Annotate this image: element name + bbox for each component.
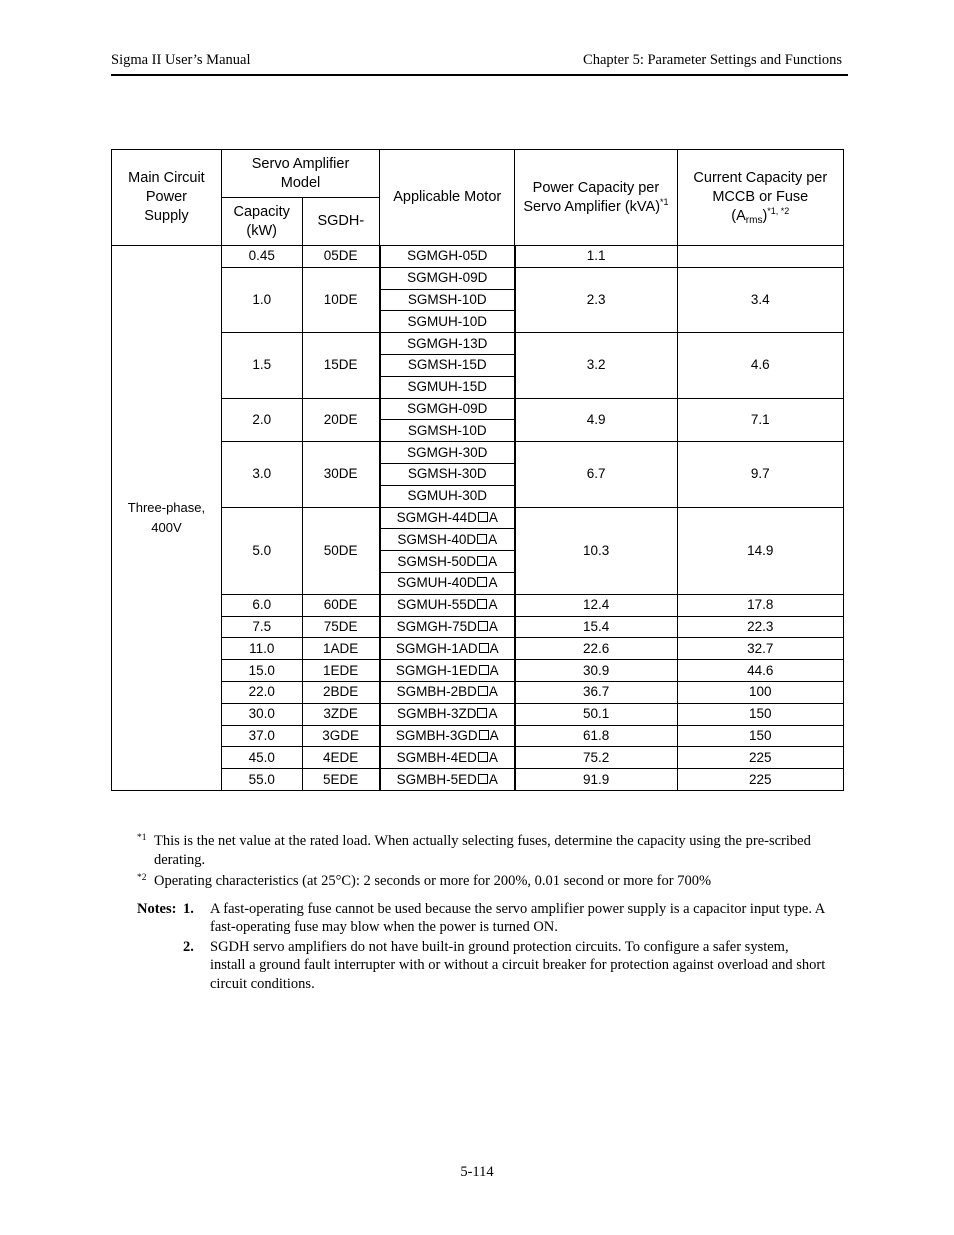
unit-rms: rms bbox=[745, 215, 763, 226]
placeholder-box-icon bbox=[477, 577, 487, 587]
notes bbox=[137, 900, 827, 994]
motor-cell: SGMGH-13D bbox=[380, 333, 515, 355]
motor-cell: SGMGH-1ED A bbox=[380, 660, 515, 682]
sgdh-model-cell: 50DE bbox=[302, 507, 380, 594]
current-capacity-cell bbox=[677, 246, 843, 268]
sgdh-model-cell: 3GDE bbox=[302, 725, 380, 747]
power-supply-cell: Three-phase, 400V bbox=[112, 246, 222, 791]
header-servo-model: Servo Amplifier Model bbox=[221, 150, 379, 198]
table-row bbox=[112, 769, 844, 791]
capacity-cell: 1.5 bbox=[221, 333, 302, 398]
header-current-capacity-text: Current Capacity per MCCB or Fuse bbox=[693, 170, 828, 205]
motor-cell: SGMGH-44D A bbox=[380, 507, 515, 529]
note-text: A fast-operating fuse cannot be used because the servo amplifier power supply is a capacitor input type. A fast-operating fuse may blow when the power is turned ON. bbox=[210, 900, 825, 935]
current-capacity-cell: 225 bbox=[677, 747, 843, 769]
header-applicable-motor: Applicable Motor bbox=[380, 150, 515, 246]
sgdh-model-cell: 5EDE bbox=[302, 769, 380, 791]
motor-cell: SGMUH-15D bbox=[380, 376, 515, 398]
placeholder-box-icon bbox=[478, 621, 488, 631]
current-capacity-cell: 100 bbox=[677, 681, 843, 703]
placeholder-box-icon bbox=[477, 708, 487, 718]
table-row bbox=[112, 594, 844, 616]
table-row bbox=[112, 398, 844, 420]
motor-cell: SGMUH-30D bbox=[380, 485, 515, 507]
note-number: 1. bbox=[183, 900, 194, 917]
table-row bbox=[112, 725, 844, 747]
sgdh-model-cell: 15DE bbox=[302, 333, 380, 398]
current-capacity-cell: 14.9 bbox=[677, 507, 843, 594]
table-row bbox=[112, 507, 844, 529]
capacity-cell: 5.0 bbox=[221, 507, 302, 594]
power-capacity-cell: 1.1 bbox=[515, 246, 677, 268]
footnote-text: This is the net value at the rated load. When actually selecting fuses, determine the capacity using the pre-scribed derating. bbox=[154, 833, 811, 868]
table-row bbox=[112, 703, 844, 725]
table-row bbox=[112, 246, 844, 268]
power-capacity-cell: 4.9 bbox=[515, 398, 677, 442]
fuse-capacity-table bbox=[111, 149, 844, 791]
power-capacity-cell: 36.7 bbox=[515, 681, 677, 703]
capacity-cell: 55.0 bbox=[221, 769, 302, 791]
motor-cell: SGMSH-30D bbox=[380, 463, 515, 485]
power-capacity-cell: 15.4 bbox=[515, 616, 677, 638]
capacity-cell: 7.5 bbox=[221, 616, 302, 638]
footnote-mark: *2 bbox=[137, 873, 147, 883]
sgdh-model-cell: 60DE bbox=[302, 594, 380, 616]
motor-cell: SGMGH-30D bbox=[380, 442, 515, 464]
current-capacity-cell: 17.8 bbox=[677, 594, 843, 616]
footnote-ref: *1, *2 bbox=[767, 206, 790, 216]
footnote-ref: *1 bbox=[660, 196, 669, 207]
motor-cell: SGMGH-09D bbox=[380, 267, 515, 289]
motor-cell: SGMBH-3ZD A bbox=[380, 703, 515, 725]
placeholder-box-icon bbox=[479, 665, 489, 675]
capacity-cell: 30.0 bbox=[221, 703, 302, 725]
note-text: SGDH servo amplifiers do not have built-in ground protection circuits. To configure a safer system, install a ground fault interrupter with or without a circuit breaker for protection against overload and short circuit conditions. bbox=[210, 938, 826, 992]
power-capacity-cell: 2.3 bbox=[515, 267, 677, 332]
capacity-cell: 11.0 bbox=[221, 638, 302, 660]
header-power-capacity bbox=[515, 150, 677, 246]
power-capacity-cell: 3.2 bbox=[515, 333, 677, 398]
motor-cell: SGMUH-55D A bbox=[380, 594, 515, 616]
header-capacity-kw: Capacity (kW) bbox=[221, 198, 302, 246]
table-row bbox=[112, 333, 844, 355]
header-power-capacity-text: Power Capacity per Servo Amplifier (kVA) bbox=[523, 179, 661, 215]
header-main-circuit: Main Circuit Power Supply bbox=[112, 150, 222, 246]
power-capacity-cell: 50.1 bbox=[515, 703, 677, 725]
sgdh-model-cell: 75DE bbox=[302, 616, 380, 638]
motor-cell: SGMBH-5ED A bbox=[380, 769, 515, 791]
capacity-cell: 37.0 bbox=[221, 725, 302, 747]
current-capacity-cell: 9.7 bbox=[677, 442, 843, 507]
capacity-cell: 1.0 bbox=[221, 267, 302, 332]
power-capacity-cell: 61.8 bbox=[515, 725, 677, 747]
table-row bbox=[112, 616, 844, 638]
motor-cell: SGMSH-50D A bbox=[380, 551, 515, 573]
placeholder-box-icon bbox=[477, 556, 487, 566]
motor-cell: SGMBH-4ED A bbox=[380, 747, 515, 769]
running-header-right: Chapter 5: Parameter Settings and Functions bbox=[583, 52, 842, 68]
capacity-cell: 3.0 bbox=[221, 442, 302, 507]
motor-cell: SGMBH-2BD A bbox=[380, 681, 515, 703]
power-capacity-cell: 12.4 bbox=[515, 594, 677, 616]
placeholder-box-icon bbox=[477, 534, 487, 544]
motor-cell: SGMBH-3GD A bbox=[380, 725, 515, 747]
motor-cell: SGMUH-10D bbox=[380, 311, 515, 333]
header-current-capacity: Current Capacity per MCCB or Fuse $(A_{rms})^{*1, *2}$ bbox=[677, 150, 843, 246]
placeholder-box-icon bbox=[478, 774, 488, 784]
motor-cell: SGMSH-10D bbox=[380, 289, 515, 311]
footnote-mark: *1 bbox=[137, 833, 147, 843]
current-capacity-cell: 22.3 bbox=[677, 616, 843, 638]
sgdh-model-cell: 20DE bbox=[302, 398, 380, 442]
note-1 bbox=[137, 900, 827, 937]
motor-cell: SGMSH-40D A bbox=[380, 529, 515, 551]
table-row bbox=[112, 267, 844, 289]
sgdh-model-cell: 30DE bbox=[302, 442, 380, 507]
table-row bbox=[112, 660, 844, 682]
placeholder-box-icon bbox=[478, 686, 488, 696]
table-row bbox=[112, 747, 844, 769]
sgdh-model-cell: 1ADE bbox=[302, 638, 380, 660]
current-capacity-cell: 150 bbox=[677, 703, 843, 725]
current-capacity-cell: 44.6 bbox=[677, 660, 843, 682]
current-capacity-cell: 32.7 bbox=[677, 638, 843, 660]
footnotes bbox=[137, 832, 827, 993]
placeholder-box-icon bbox=[478, 512, 488, 522]
current-capacity-cell: 150 bbox=[677, 725, 843, 747]
capacity-cell: 15.0 bbox=[221, 660, 302, 682]
header-sgdh: SGDH- bbox=[302, 198, 380, 246]
note-number: 2. bbox=[183, 938, 194, 955]
capacity-cell: 6.0 bbox=[221, 594, 302, 616]
power-capacity-cell: 75.2 bbox=[515, 747, 677, 769]
sgdh-model-cell: 4EDE bbox=[302, 747, 380, 769]
footnote-2 bbox=[137, 872, 827, 891]
current-capacity-cell: 7.1 bbox=[677, 398, 843, 442]
header-rule bbox=[111, 74, 848, 76]
capacity-cell: 45.0 bbox=[221, 747, 302, 769]
capacity-cell: 22.0 bbox=[221, 681, 302, 703]
capacity-cell: 0.45 bbox=[221, 246, 302, 268]
running-header-left: Sigma II User’s Manual bbox=[111, 52, 251, 68]
motor-cell: SGMUH-40D A bbox=[380, 572, 515, 594]
sgdh-model-cell: 10DE bbox=[302, 267, 380, 332]
sgdh-model-cell: 1EDE bbox=[302, 660, 380, 682]
capacity-cell: 2.0 bbox=[221, 398, 302, 442]
current-capacity-cell: 3.4 bbox=[677, 267, 843, 332]
note-2 bbox=[137, 938, 827, 994]
placeholder-box-icon bbox=[479, 730, 489, 740]
motor-cell: SGMSH-15D bbox=[380, 354, 515, 376]
motor-cell: SGMGH-05D bbox=[380, 246, 515, 268]
table-row bbox=[112, 638, 844, 660]
motor-cell: SGMGH-1AD A bbox=[380, 638, 515, 660]
footnote-1 bbox=[137, 832, 827, 869]
placeholder-box-icon bbox=[477, 599, 487, 609]
motor-cell: SGMSH-10D bbox=[380, 420, 515, 442]
notes-label: Notes: bbox=[137, 900, 177, 917]
placeholder-box-icon bbox=[479, 643, 489, 653]
power-capacity-cell: 30.9 bbox=[515, 660, 677, 682]
current-capacity-cell: 225 bbox=[677, 769, 843, 791]
power-capacity-cell: 10.3 bbox=[515, 507, 677, 594]
motor-cell: SGMGH-75D A bbox=[380, 616, 515, 638]
table-row bbox=[112, 442, 844, 464]
footnote-text: Operating characteristics (at 25°C): 2 seconds or more for 200%, 0.01 second or more for 700% bbox=[154, 873, 712, 889]
sgdh-model-cell: 2BDE bbox=[302, 681, 380, 703]
motor-cell: SGMGH-09D bbox=[380, 398, 515, 420]
page-number: 5-114 bbox=[460, 1164, 494, 1180]
placeholder-box-icon bbox=[478, 752, 488, 762]
power-capacity-cell: 22.6 bbox=[515, 638, 677, 660]
unit-a: A bbox=[736, 208, 746, 224]
table-row bbox=[112, 681, 844, 703]
power-capacity-cell: 6.7 bbox=[515, 442, 677, 507]
sgdh-model-cell: 05DE bbox=[302, 246, 380, 268]
sgdh-model-cell: 3ZDE bbox=[302, 703, 380, 725]
power-capacity-cell: 91.9 bbox=[515, 769, 677, 791]
current-capacity-cell: 4.6 bbox=[677, 333, 843, 398]
